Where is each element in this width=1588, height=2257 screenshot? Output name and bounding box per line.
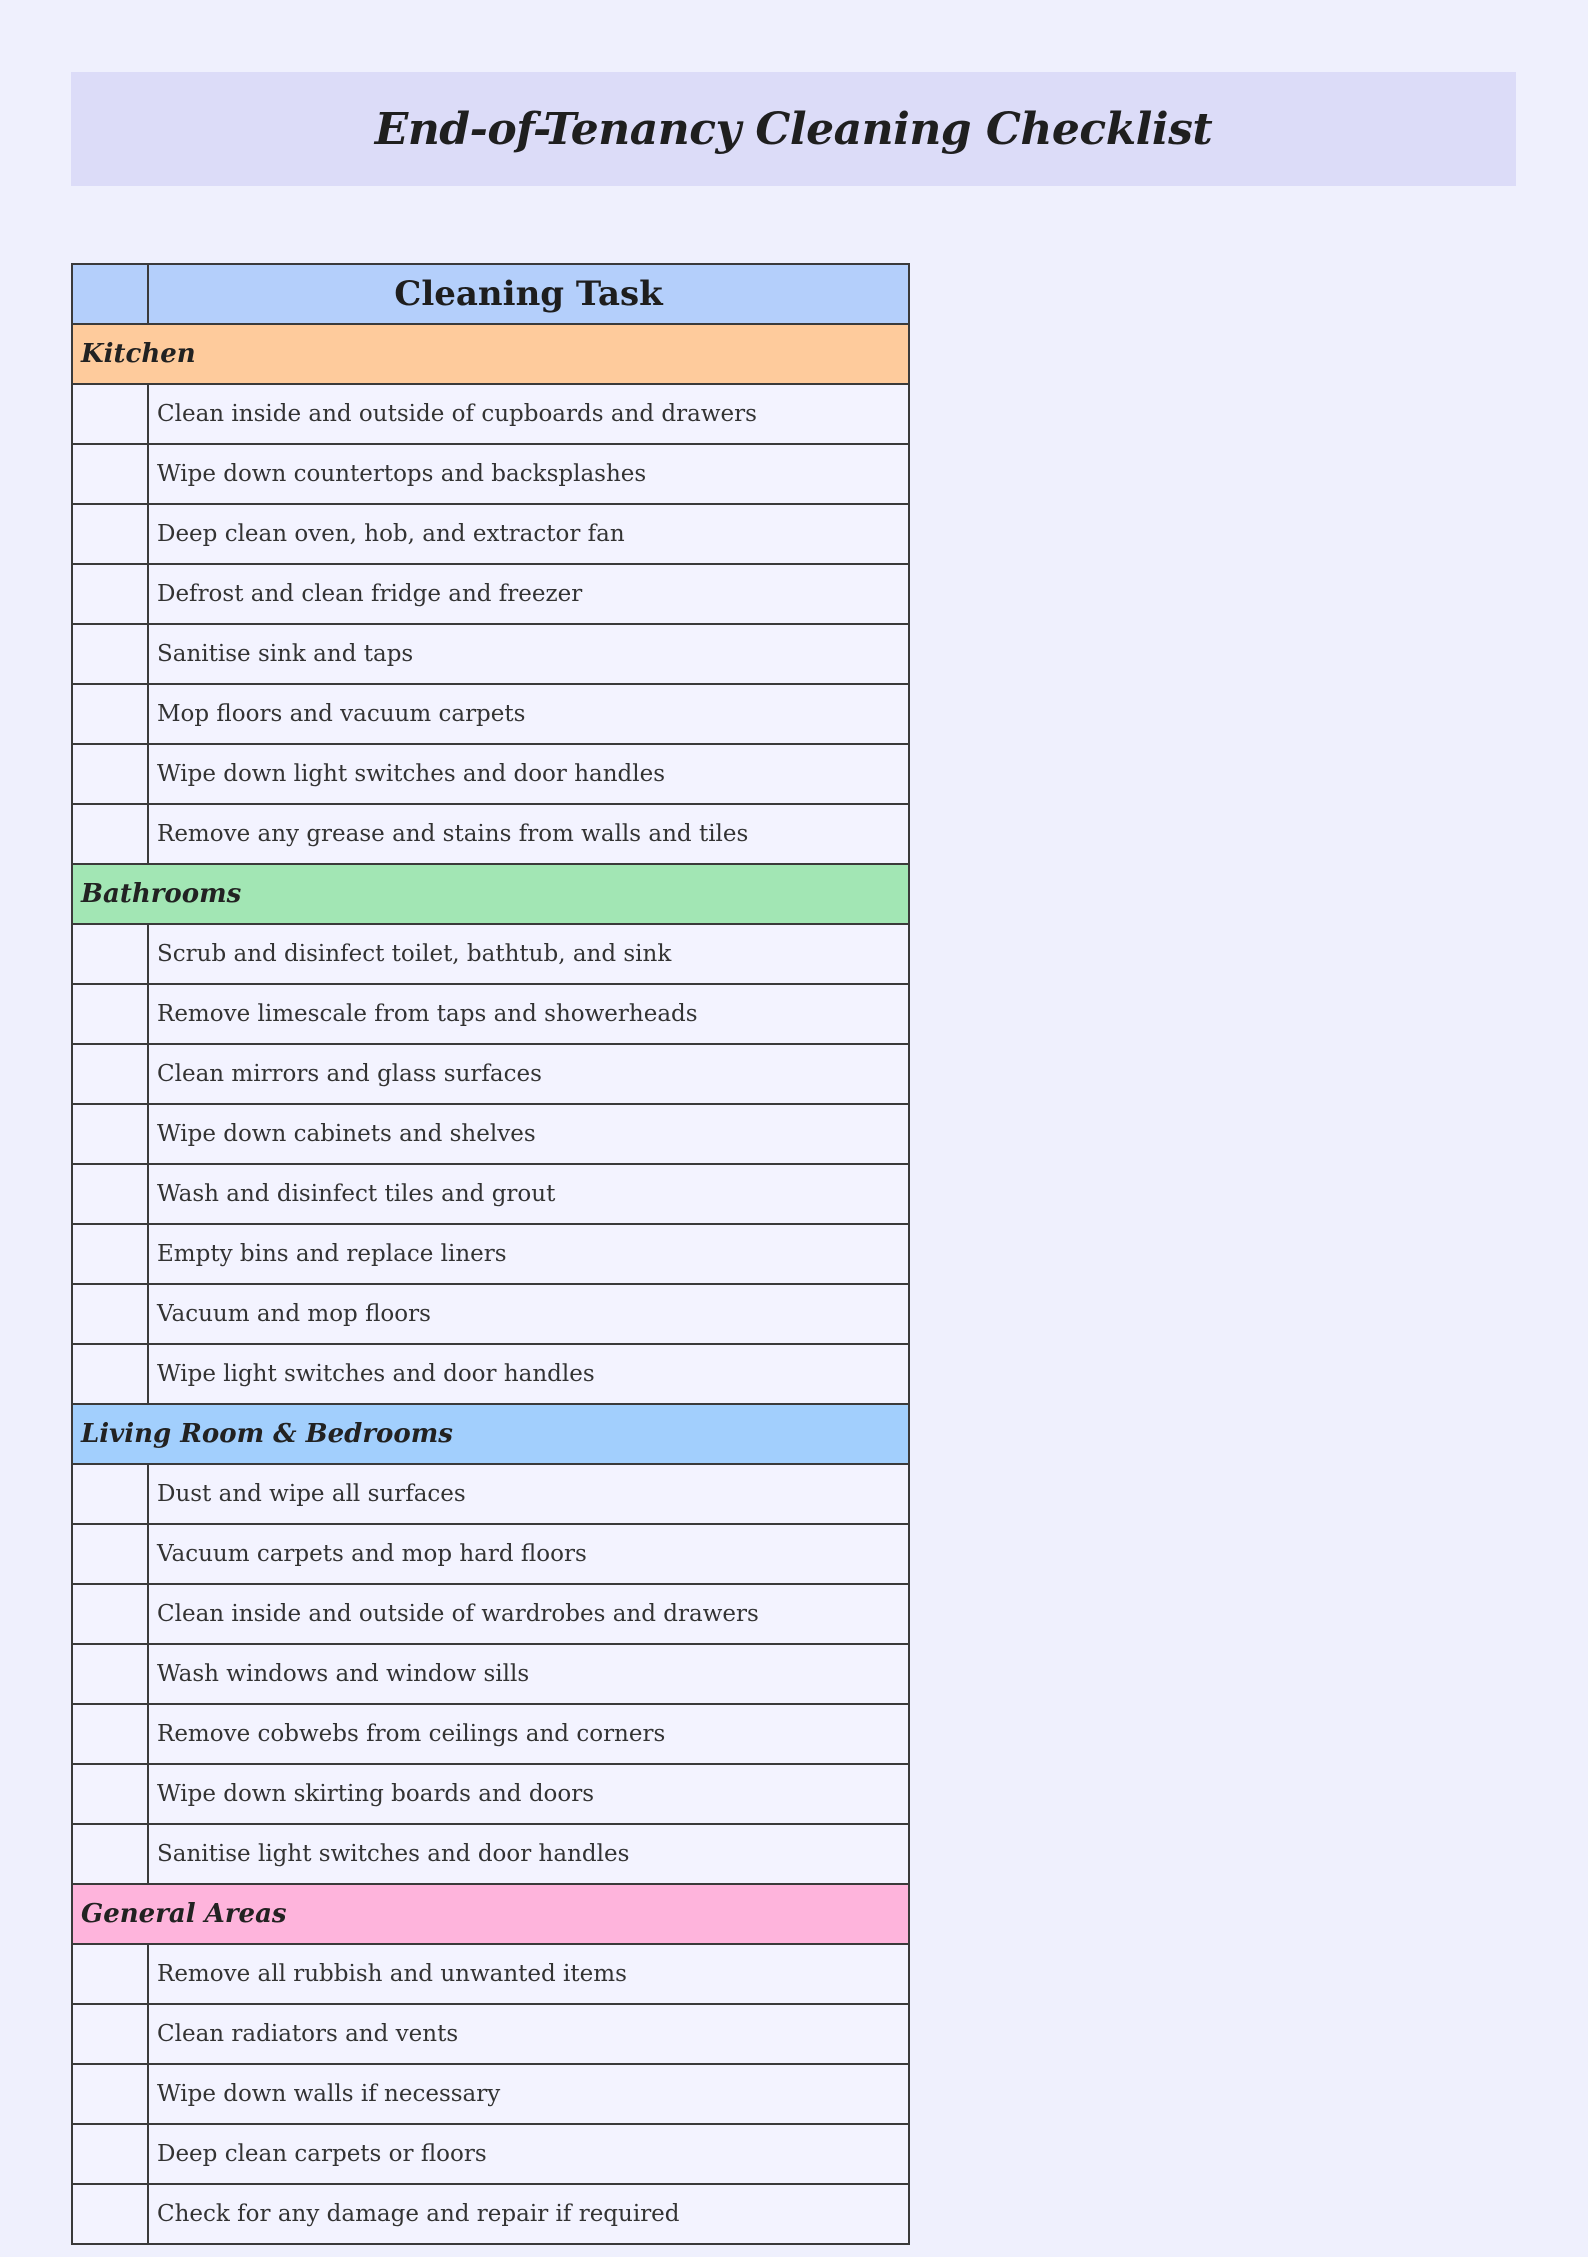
task-label: Defrost and clean fridge and freezer [148,564,909,624]
task-checkbox-cell[interactable] [72,804,148,864]
task-checkbox[interactable] [73,685,147,743]
task-label: Sanitise light switches and door handles [148,1824,909,1884]
task-checkbox[interactable] [73,2125,147,2183]
task-checkbox[interactable] [73,1285,147,1343]
checkbox-column-header [72,264,148,324]
task-checkbox-cell[interactable] [72,684,148,744]
task-label: Remove cobwebs from ceilings and corners [148,1704,909,1764]
task-checkbox[interactable] [73,1945,147,2003]
task-checkbox-cell[interactable] [72,1824,148,1884]
task-row [72,1944,909,2004]
task-row [72,564,909,624]
task-checkbox-cell[interactable] [72,384,148,444]
task-checkbox[interactable] [73,385,147,443]
task-checkbox[interactable] [73,1705,147,1763]
checklist-table [71,263,910,2245]
section-header-row [72,1404,909,1464]
task-row [72,1284,909,1344]
task-row [72,924,909,984]
section-title: Living Room & Bedrooms [72,1404,909,1464]
task-checkbox-cell[interactable] [72,2004,148,2064]
task-label: Wipe down cabinets and shelves [148,1104,909,1164]
task-checkbox-cell[interactable] [72,1584,148,1644]
task-checkbox[interactable] [73,505,147,563]
task-row [72,384,909,444]
task-checkbox-cell[interactable] [72,984,148,1044]
task-row [72,2124,909,2184]
task-checkbox[interactable] [73,1525,147,1583]
page-title: End-of-Tenancy Cleaning Checklist [374,103,1213,155]
task-row [72,1164,909,1224]
title-banner [71,72,1516,186]
task-checkbox-cell[interactable] [72,564,148,624]
task-label: Deep clean oven, hob, and extractor fan [148,504,909,564]
task-checkbox[interactable] [73,1345,147,1403]
task-label: Wipe down light switches and door handles [148,744,909,804]
task-checkbox[interactable] [73,925,147,983]
task-label: Wipe down walls if necessary [148,2064,909,2124]
task-checkbox-cell[interactable] [72,1464,148,1524]
task-checkbox[interactable] [73,1465,147,1523]
task-row [72,684,909,744]
task-row [72,2004,909,2064]
task-checkbox-cell[interactable] [72,1104,148,1164]
task-row [72,1524,909,1584]
task-checkbox-cell[interactable] [72,2064,148,2124]
task-label: Clean mirrors and glass surfaces [148,1044,909,1104]
task-row [72,1704,909,1764]
task-checkbox[interactable] [73,445,147,503]
task-label: Vacuum and mop floors [148,1284,909,1344]
task-checkbox-cell[interactable] [72,1644,148,1704]
task-checkbox[interactable] [73,1225,147,1283]
task-row [72,1464,909,1524]
task-label: Check for any damage and repair if required [148,2184,909,2244]
task-row [72,1764,909,1824]
task-checkbox-cell[interactable] [72,1164,148,1224]
section-header-row [72,324,909,384]
task-label: Wipe down countertops and backsplashes [148,444,909,504]
task-label: Scrub and disinfect toilet, bathtub, and sink [148,924,909,984]
task-checkbox-cell[interactable] [72,924,148,984]
task-label: Wipe light switches and door handles [148,1344,909,1404]
task-label: Remove limescale from taps and showerheads [148,984,909,1044]
task-checkbox-cell[interactable] [72,504,148,564]
task-row [72,744,909,804]
task-checkbox[interactable] [73,565,147,623]
section-header-row [72,864,909,924]
task-row [72,624,909,684]
task-row [72,1344,909,1404]
task-label: Mop floors and vacuum carpets [148,684,909,744]
task-row [72,1824,909,1884]
checklist-body [72,324,909,2244]
section-title: Kitchen [72,324,909,384]
task-checkbox-cell[interactable] [72,2124,148,2184]
task-label: Dust and wipe all surfaces [148,1464,909,1524]
task-checkbox[interactable] [73,625,147,683]
task-row [72,984,909,1044]
task-label: Clean radiators and vents [148,2004,909,2064]
task-checkbox[interactable] [73,1765,147,1823]
task-checkbox-cell[interactable] [72,1944,148,2004]
task-row [72,504,909,564]
task-checkbox[interactable] [73,805,147,863]
task-label: Remove any grease and stains from walls and tiles [148,804,909,864]
section-header-row [72,1884,909,1944]
task-checkbox-cell[interactable] [72,624,148,684]
task-checkbox-cell[interactable] [72,1284,148,1344]
task-label: Clean inside and outside of cupboards and drawers [148,384,909,444]
task-checkbox-cell[interactable] [72,444,148,504]
task-label: Wash windows and window sills [148,1644,909,1704]
task-checkbox[interactable] [73,1045,147,1103]
task-row [72,1644,909,1704]
task-label: Vacuum carpets and mop hard floors [148,1524,909,1584]
task-checkbox[interactable] [73,2185,147,2243]
task-checkbox[interactable] [73,745,147,803]
task-checkbox-cell[interactable] [72,744,148,804]
task-checkbox-cell[interactable] [72,1224,148,1284]
task-label: Wash and disinfect tiles and grout [148,1164,909,1224]
task-row [72,1224,909,1284]
task-label: Sanitise sink and taps [148,624,909,684]
task-label: Remove all rubbish and unwanted items [148,1944,909,2004]
task-checkbox[interactable] [73,1585,147,1643]
task-checkbox[interactable] [73,1645,147,1703]
task-row [72,1584,909,1644]
task-checkbox-cell[interactable] [72,1524,148,1584]
task-label: Clean inside and outside of wardrobes and drawers [148,1584,909,1644]
task-row [72,804,909,864]
section-title: General Areas [72,1884,909,1944]
task-label: Wipe down skirting boards and doors [148,1764,909,1824]
task-checkbox[interactable] [73,985,147,1043]
task-row [72,1104,909,1164]
task-row [72,2064,909,2124]
task-checkbox[interactable] [73,2065,147,2123]
task-checkbox-cell[interactable] [72,2184,148,2244]
task-checkbox[interactable] [73,1825,147,1883]
task-checkbox[interactable] [73,1165,147,1223]
task-checkbox-cell[interactable] [72,1344,148,1404]
task-row [72,1044,909,1104]
task-checkbox-cell[interactable] [72,1764,148,1824]
task-label: Deep clean carpets or floors [148,2124,909,2184]
task-checkbox-cell[interactable] [72,1044,148,1104]
task-checkbox[interactable] [73,2005,147,2063]
table-header-row [72,264,909,324]
task-row [72,444,909,504]
task-label: Empty bins and replace liners [148,1224,909,1284]
task-checkbox[interactable] [73,1105,147,1163]
section-title: Bathrooms [72,864,909,924]
task-column-header: Cleaning Task [148,264,909,324]
task-row [72,2184,909,2244]
task-checkbox-cell[interactable] [72,1704,148,1764]
